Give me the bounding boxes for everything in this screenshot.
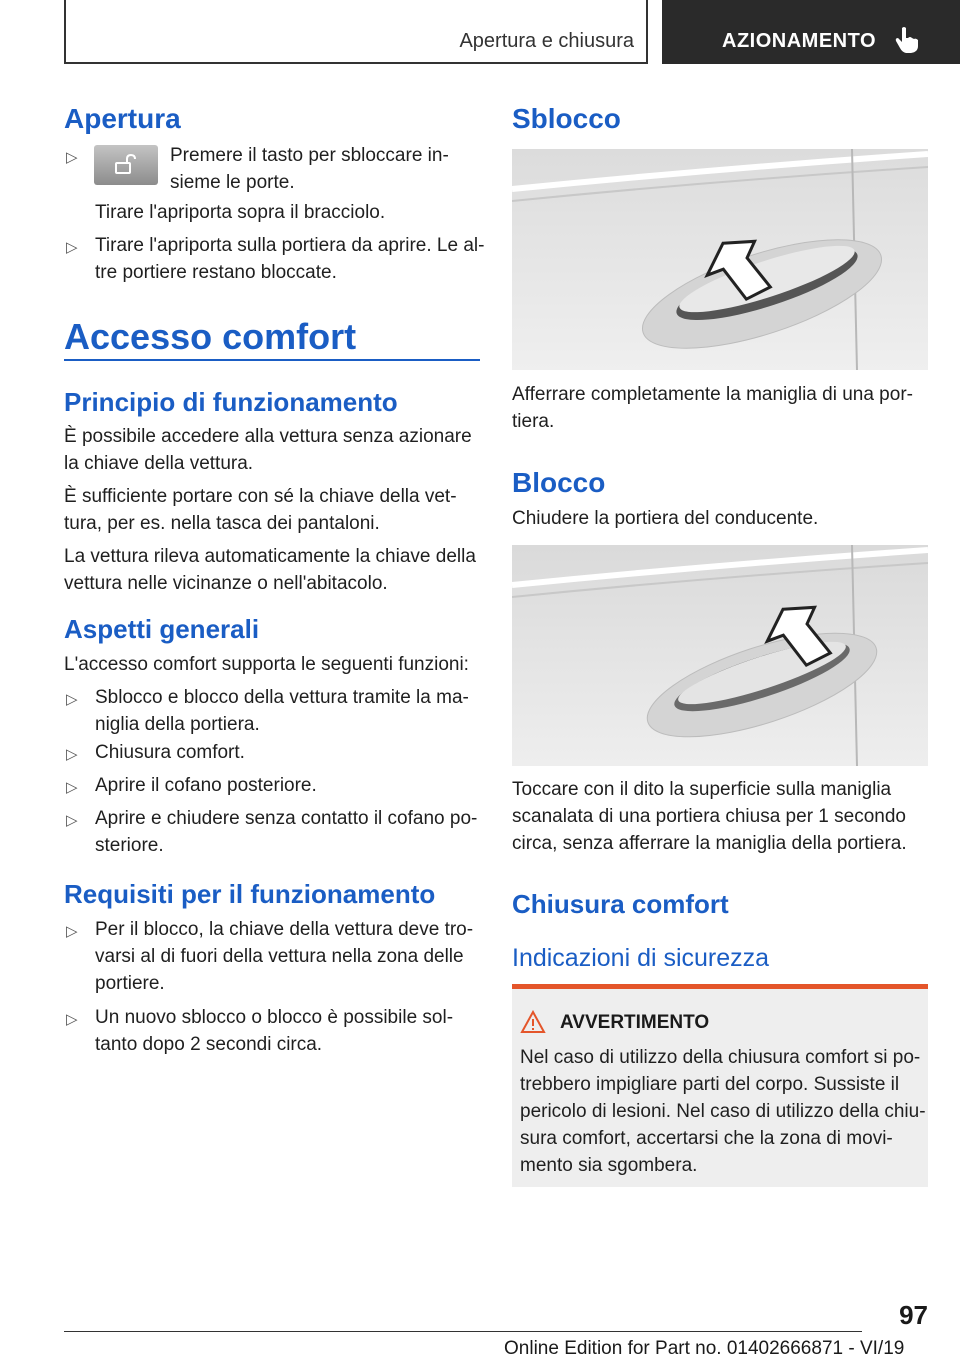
bullet-icon: ▷ <box>66 812 78 829</box>
warning-line1: Nel caso di utilizzo della chiusura comfort si po- <box>520 1047 921 1068</box>
warning-triangle-icon <box>520 1010 546 1039</box>
principio-p1-line1: È possibile accedere alla vettura senza azionare <box>64 426 472 447</box>
bullet-icon: ▷ <box>66 1011 78 1028</box>
bullet-icon: ▷ <box>66 691 78 708</box>
principio-p2-line1: È sufficiente portare con sé la chiave della vet- <box>64 486 457 507</box>
req-b2-line1: Un nuovo sblocco o blocco è possibile sol- <box>95 1007 454 1028</box>
heading-apertura: Apertura <box>64 103 181 134</box>
heading-accesso-comfort: Accesso comfort <box>64 316 357 357</box>
page-number: 97 <box>899 1300 928 1330</box>
aspetti-b4-line2: steriore. <box>95 835 164 856</box>
bullet-icon: ▷ <box>66 746 78 763</box>
warning-line4: sura comfort, accertarsi che la zona di movi- <box>520 1128 893 1149</box>
hand-pointer-icon <box>894 26 920 59</box>
heading-principio: Principio di funzionamento <box>64 387 398 417</box>
sblocco-p-line1: Afferrare completamente la maniglia di una por- <box>512 384 913 405</box>
principio-p3-line2: vettura nelle vicinanze o nell'abitacolo. <box>64 573 388 594</box>
req-b1-line2: varsi al di fuori della vettura nella zona delle <box>95 946 464 967</box>
heading-requisiti: Requisiti per il funzionamento <box>64 879 436 909</box>
req-b1-line3: portiere. <box>95 973 165 994</box>
bullet-icon: ▷ <box>66 779 78 796</box>
aspetti-b1-line1: Sblocco e blocco della vettura tramite la ma- <box>95 687 469 708</box>
req-b2-line2: tanto dopo 2 secondi circa. <box>95 1034 323 1055</box>
aspetti-b1-line2: niglia della portiera. <box>95 714 260 735</box>
unlock-icon <box>94 145 158 185</box>
header-section-title: Apertura e chiusura <box>459 30 634 52</box>
principio-p3-line1: La vettura rileva automaticamente la chiave della <box>64 546 476 567</box>
bullet-icon: ▷ <box>66 239 78 256</box>
aspetti-b2: Chiusura comfort. <box>95 742 245 763</box>
warning-line5: mento sia sgombera. <box>520 1155 698 1176</box>
apertura-item2-line2: tre portiere restano bloccate. <box>95 262 337 283</box>
apertura-item2-line1: Tirare l'apriporta sulla portiera da aprire. Le al- <box>95 235 485 256</box>
heading-sblocco: Sblocco <box>512 103 621 134</box>
blocco-p: Chiudere la portiera del conducente. <box>512 508 819 529</box>
warning-line2: trebbero impigliare parti del corpo. Sussiste il <box>520 1074 900 1095</box>
door-handle-photo-grip <box>512 149 928 370</box>
aspetti-b4-line1: Aprire e chiudere senza contatto il cofano po- <box>95 808 478 829</box>
heading-chiusura: Chiusura comfort <box>512 889 729 919</box>
warning-title: AVVERTIMENTO <box>560 1012 710 1033</box>
bullet-icon: ▷ <box>66 149 78 166</box>
blocco-p2-line3: circa, senza afferrare la maniglia della portiera. <box>512 833 907 854</box>
aspetti-b3: Aprire il cofano posteriore. <box>95 775 317 796</box>
header-chapter-title: AZIONAMENTO <box>722 30 877 52</box>
aspetti-intro: L'accesso comfort supporta le seguenti funzioni: <box>64 654 469 675</box>
principio-p2-line2: tura, per es. nella tasca dei pantaloni. <box>64 513 380 534</box>
blocco-p2-line2: scanalata di una portiera chiusa per 1 secondo <box>512 806 906 827</box>
req-b1-line1: Per il blocco, la chiave della vettura deve tro- <box>95 919 474 940</box>
warning-line3: pericolo di lesioni. Nel caso di utilizzo della chiu- <box>520 1101 926 1122</box>
heading-sicurezza: Indicazioni di sicurezza <box>512 944 770 972</box>
apertura-item1-line3: Tirare l'apriporta sopra il bracciolo. <box>95 202 386 223</box>
door-handle-photo-touch <box>512 545 928 766</box>
sblocco-p-line2: tiera. <box>512 411 555 432</box>
apertura-item1-line1: Premere il tasto per sbloccare in- <box>170 145 449 166</box>
footer-edition: Online Edition for Part no. 01402666871 - VI/19 <box>504 1338 905 1359</box>
heading-aspetti: Aspetti generali <box>64 614 260 644</box>
heading-rule <box>64 359 480 361</box>
unlock-button-image <box>94 145 158 185</box>
blocco-p2-line1: Toccare con il dito la superficie sulla maniglia <box>512 779 892 800</box>
bullet-icon: ▷ <box>66 923 78 940</box>
apertura-item1-line2: sieme le porte. <box>170 172 295 193</box>
principio-p1-line2: la chiave della vettura. <box>64 453 254 474</box>
footer-rule <box>64 1331 862 1332</box>
heading-blocco: Blocco <box>512 467 606 498</box>
